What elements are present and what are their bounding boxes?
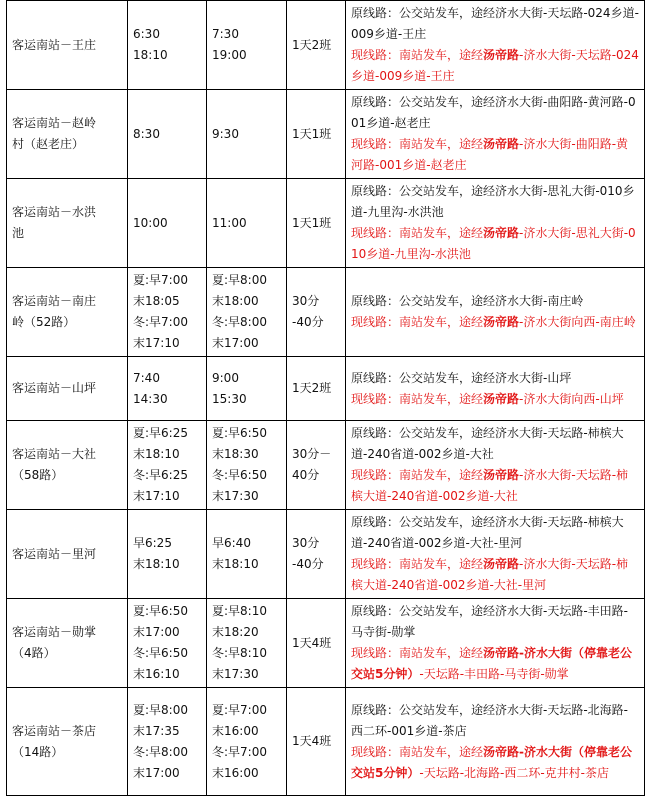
depart-times-line: 早6:25 xyxy=(133,536,172,550)
return-times-line: 末16:00 xyxy=(212,765,259,780)
return-times-line: 冬:早6:50 xyxy=(212,468,267,482)
table-row xyxy=(7,179,645,268)
depart-times-line: 夏:早6:25 xyxy=(133,426,188,440)
frequency xyxy=(287,268,346,357)
new-route-text xyxy=(351,465,639,507)
route-description xyxy=(346,421,645,510)
new-route-highlight: 汤帝路 xyxy=(483,315,520,329)
return-times xyxy=(207,1,287,90)
depart-times xyxy=(128,1,207,90)
old-route-text: 原线路：公交站发车，途经济水大街-南庄岭 xyxy=(351,294,584,308)
depart-times-line: 10:00 xyxy=(133,215,168,230)
depart-times-line: 末18:10 xyxy=(133,447,180,461)
new-route-highlight: 汤帝路 xyxy=(483,226,520,240)
route-name-line: 客运南站－勋掌 xyxy=(12,625,97,639)
depart-times xyxy=(128,268,207,357)
new-route-segment: -天坛路-北海路-西二环-克井村-茶店 xyxy=(419,765,610,780)
route-name xyxy=(7,510,128,599)
return-times xyxy=(207,90,287,179)
route-name xyxy=(7,357,128,421)
route-name xyxy=(7,268,128,357)
depart-times-line: 冬:早7:00 xyxy=(133,315,188,329)
route-name xyxy=(7,90,128,179)
route-name xyxy=(7,179,128,268)
depart-times xyxy=(128,688,207,796)
new-route-segment: 现线路：南站发车，途经 xyxy=(351,468,484,482)
return-times-line: 19:00 xyxy=(212,48,247,62)
new-route-text xyxy=(351,312,639,333)
old-route-text: 原线路：公交站发车，途经济水大街-天坛路-柿槟大道-240省道-002乡道-大社-里河 xyxy=(351,515,624,550)
depart-times-line: 夏:早6:50 xyxy=(133,604,188,618)
route-name-line: 村（赵老庄） xyxy=(12,137,85,151)
frequency-line: 1天2班 xyxy=(292,37,332,52)
route-name-line: 客运南站－山坪 xyxy=(12,381,97,395)
new-route-segment: 现线路：南站发车，途经 xyxy=(351,391,484,406)
depart-times-line: 末17:35 xyxy=(133,723,180,738)
depart-times-line: 8:30 xyxy=(133,126,160,141)
table-row xyxy=(7,268,645,357)
return-times xyxy=(207,357,287,421)
frequency xyxy=(287,421,346,510)
depart-times-line: 夏:早7:00 xyxy=(133,273,188,287)
route-description xyxy=(346,357,645,421)
depart-times-line: 18:10 xyxy=(133,48,168,62)
return-times xyxy=(207,179,287,268)
new-route-highlight: 汤帝路 xyxy=(483,48,520,62)
route-description xyxy=(346,688,645,796)
route-description xyxy=(346,179,645,268)
new-route-segment: 现线路：南站发车，途经 xyxy=(351,557,484,571)
depart-times xyxy=(128,599,207,688)
return-times-line: 9:30 xyxy=(212,126,239,141)
return-times xyxy=(207,688,287,796)
frequency-line: 30分－ xyxy=(292,447,332,461)
frequency-line: -40分 xyxy=(292,557,324,571)
route-name-line: 客运南站－赵岭 xyxy=(12,116,97,130)
table-row xyxy=(7,688,645,796)
return-times-line: 末17:00 xyxy=(212,336,259,350)
route-description xyxy=(346,90,645,179)
depart-times xyxy=(128,421,207,510)
old-route-text: 原线路：公交站发车，途经济水大街-思礼大街-010乡道-九里沟-水洪池 xyxy=(351,184,635,219)
bus-schedule-table xyxy=(6,0,645,796)
frequency-line: 1天4班 xyxy=(292,734,332,748)
depart-times-line: 14:30 xyxy=(133,391,168,406)
frequency-line: 1天1班 xyxy=(292,215,332,230)
table-row xyxy=(7,90,645,179)
route-description xyxy=(346,268,645,357)
return-times-line: 夏:早8:00 xyxy=(212,273,267,287)
new-route-segment: -济水大街向西-南庄岭 xyxy=(519,315,636,329)
frequency xyxy=(287,1,346,90)
new-route-segment: -济水大街-曲阳路-黄河路-001乡道-赵老庄 xyxy=(351,137,629,172)
depart-times xyxy=(128,357,207,421)
old-route-text: 原线路：公交站发车，途经济水大街-天坛路-柿槟大道-240省道-002乡道-大社 xyxy=(351,426,624,461)
old-route-text: 原线路：公交站发车，途经济水大街-天坛路-丰田路-马寺街-勋掌 xyxy=(351,604,628,639)
old-route-text: 原线路：公交站发车，途经济水大街-天坛路-北海路-西二环-001乡道-茶店 xyxy=(351,702,628,738)
frequency-line: 40分 xyxy=(292,468,320,482)
new-route-highlight: 汤帝路 xyxy=(483,391,520,406)
new-route-text xyxy=(351,223,639,265)
depart-times-line: 末17:00 xyxy=(133,765,180,780)
return-times-line: 末18:20 xyxy=(212,625,259,639)
new-route-segment: -济水大街-天坛路-024乡道-009乡道-王庄 xyxy=(351,48,639,83)
return-times-line: 末17:30 xyxy=(212,667,259,681)
route-name xyxy=(7,688,128,796)
new-route-highlight: 汤帝路-济水大街（停靠老公交站5分钟） xyxy=(351,646,632,681)
return-times-line: 末18:00 xyxy=(212,294,259,308)
return-times-line: 早6:40 xyxy=(212,536,251,550)
new-route-highlight: 汤帝路 xyxy=(483,137,520,151)
old-route-text: 原线路：公交站发车，途经济水大街-曲阳路-黄河路-001乡道-赵老庄 xyxy=(351,95,636,130)
new-route-highlight: 汤帝路-济水大街（停靠老公交站5分钟） xyxy=(351,744,632,780)
new-route-segment: 现线路：南站发车，途经 xyxy=(351,315,484,329)
depart-times-line: 7:40 xyxy=(133,370,160,385)
return-times-line: 末18:30 xyxy=(212,447,259,461)
route-name-line: （58路） xyxy=(12,468,64,482)
return-times-line: 夏:早8:10 xyxy=(212,604,267,618)
route-name-line: （14路） xyxy=(12,744,64,759)
route-description xyxy=(346,510,645,599)
route-description xyxy=(346,599,645,688)
table-row xyxy=(7,421,645,510)
frequency xyxy=(287,510,346,599)
depart-times-line: 夏:早8:00 xyxy=(133,702,188,717)
depart-times-line: 冬:早8:00 xyxy=(133,744,188,759)
new-route-highlight: 汤帝路 xyxy=(483,468,520,482)
depart-times-line: 冬:早6:25 xyxy=(133,468,188,482)
frequency-line: 1天4班 xyxy=(292,635,332,650)
depart-times-line: 末17:10 xyxy=(133,336,180,350)
return-times-line: 末18:10 xyxy=(212,557,259,571)
new-route-text xyxy=(351,554,639,596)
return-times-line: 夏:早6:50 xyxy=(212,426,267,440)
route-name-line: 客运南站－水洪 xyxy=(12,205,97,219)
depart-times-line: 末16:10 xyxy=(133,667,180,681)
route-name-line: 客运南站－里河 xyxy=(12,546,97,561)
route-name-line: 岭（52路） xyxy=(12,315,76,329)
table-row xyxy=(7,1,645,90)
route-name xyxy=(7,599,128,688)
route-name xyxy=(7,421,128,510)
new-route-text xyxy=(351,643,639,685)
old-route-text: 原线路：公交站发车，途经济水大街-天坛路-024乡道-009乡道-王庄 xyxy=(351,6,639,41)
depart-times-line: 末18:10 xyxy=(133,557,180,571)
frequency-line: 1天1班 xyxy=(292,126,332,141)
frequency xyxy=(287,90,346,179)
new-route-segment: 现线路：南站发车，途经 xyxy=(351,137,484,151)
return-times-line: 末16:00 xyxy=(212,723,259,738)
depart-times xyxy=(128,179,207,268)
frequency-line: 30分 xyxy=(292,536,320,550)
return-times xyxy=(207,421,287,510)
depart-times xyxy=(128,510,207,599)
route-name-line: （4路） xyxy=(12,646,56,660)
frequency xyxy=(287,688,346,796)
new-route-segment: 现线路：南站发车，途经 xyxy=(351,646,484,660)
new-route-segment: 现线路：南站发车，途经 xyxy=(351,48,484,62)
return-times xyxy=(207,268,287,357)
frequency-line: 30分 xyxy=(292,294,320,308)
return-times-line: 冬:早8:00 xyxy=(212,315,267,329)
depart-times-line: 末18:05 xyxy=(133,294,180,308)
return-times-line: 冬:早8:10 xyxy=(212,646,267,660)
return-times-line: 7:30 xyxy=(212,27,239,41)
route-name-line: 客运南站－大社 xyxy=(12,447,97,461)
new-route-highlight: 汤帝路 xyxy=(483,557,520,571)
depart-times-line: 末17:00 xyxy=(133,625,180,639)
route-name xyxy=(7,1,128,90)
depart-times xyxy=(128,90,207,179)
frequency-line: -40分 xyxy=(292,315,324,329)
new-route-segment: -济水大街-天坛路-柿槟大道-240省道-002乡道-大社-里河 xyxy=(351,557,629,592)
new-route-segment: -济水大街-思礼大街-010乡道-九里沟-水洪池 xyxy=(351,226,636,261)
route-name-line: 客运南站－南庄 xyxy=(12,294,97,308)
return-times-line: 9:00 xyxy=(212,370,239,385)
new-route-segment: -天坛路-丰田路-马寺街-勋掌 xyxy=(419,667,569,681)
new-route-segment: 现线路：南站发车，途经 xyxy=(351,744,484,759)
new-route-segment: -济水大街向西-山坪 xyxy=(519,391,624,406)
table-row xyxy=(7,510,645,599)
route-name-line: 客运南站－茶店 xyxy=(12,723,97,738)
new-route-text xyxy=(351,134,639,176)
frequency-line: 1天2班 xyxy=(292,381,332,395)
return-times-line: 冬:早7:00 xyxy=(212,744,267,759)
frequency xyxy=(287,179,346,268)
frequency xyxy=(287,599,346,688)
depart-times-line: 末17:10 xyxy=(133,489,180,503)
new-route-segment: 现线路：南站发车，途经 xyxy=(351,226,484,240)
route-name-line: 池 xyxy=(12,226,25,240)
route-description xyxy=(346,1,645,90)
return-times-line: 末17:30 xyxy=(212,489,259,503)
return-times xyxy=(207,599,287,688)
new-route-segment: -济水大街-天坛路-柿槟大道-240省道-002乡道-大社 xyxy=(351,468,629,503)
frequency xyxy=(287,357,346,421)
depart-times-line: 冬:早6:50 xyxy=(133,646,188,660)
return-times-line: 15:30 xyxy=(212,391,247,406)
table-row xyxy=(7,357,645,421)
new-route-text xyxy=(351,389,639,410)
return-times-line: 夏:早7:00 xyxy=(212,702,267,717)
table-row xyxy=(7,599,645,688)
old-route-text: 原线路：公交站发车，途经济水大街-山坪 xyxy=(351,370,572,385)
depart-times-line: 6:30 xyxy=(133,27,160,41)
return-times xyxy=(207,510,287,599)
route-name-line: 客运南站－王庄 xyxy=(12,37,97,52)
return-times-line: 11:00 xyxy=(212,215,247,230)
new-route-text xyxy=(351,45,639,87)
